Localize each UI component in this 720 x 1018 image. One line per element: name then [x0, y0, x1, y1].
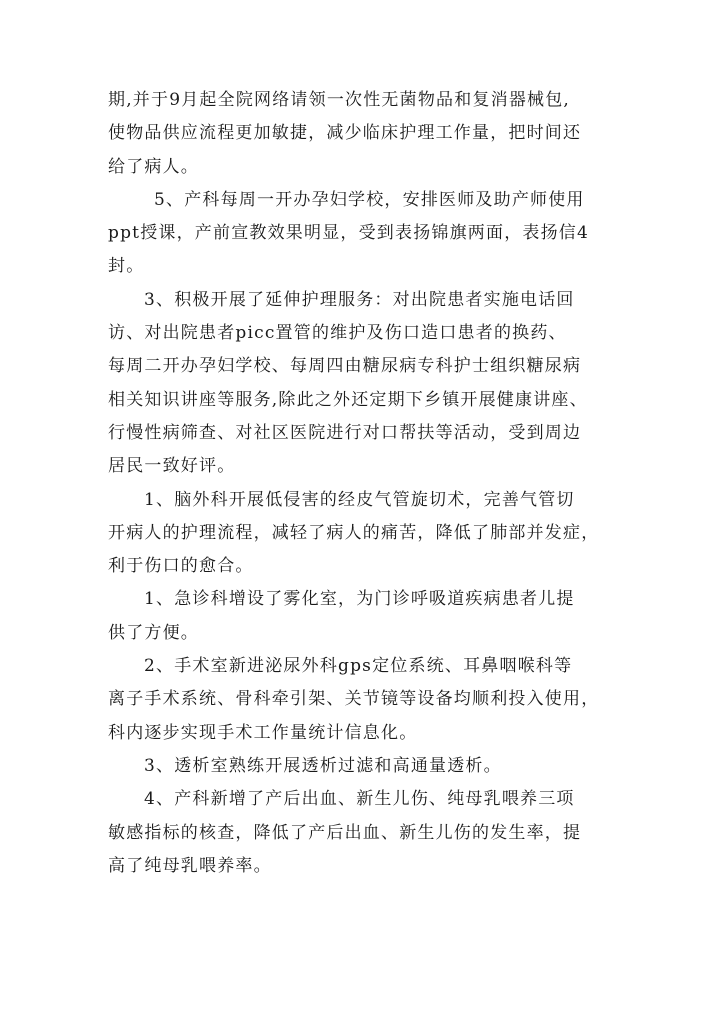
paragraph-obstetrics-indicators	[108, 783, 615, 883]
paragraph-line: ppt授课，产前宣教效果明显，受到表扬锦旗两面，表扬信4	[108, 223, 590, 244]
document-body	[108, 84, 615, 883]
paragraph-line: 相关知识讲座等服务,除此之外还定期下乡镇开展健康讲座、	[108, 389, 588, 410]
paragraph-line: 2、手术室新进泌尿外科gps定位系统、耳鼻咽喉科等	[144, 656, 573, 677]
paragraph-neurosurgery	[108, 484, 615, 584]
paragraph-line: 给了病人。	[108, 156, 199, 177]
paragraph-line: 供了方便。	[108, 622, 199, 643]
paragraph-line: 期,并于9月起全院网络请领一次性无菌物品和复消器械包,	[108, 90, 571, 110]
paragraph-line: 4、产科新增了产后出血、新生儿伤、纯母乳喂养三项	[144, 789, 575, 810]
paragraph-line: 科内逐步实现手术工作量统计信息化。	[108, 722, 418, 743]
paragraph-line: 每周二开办孕妇学校、每周四由糖尿病专科护士组织糖尿病	[108, 356, 582, 377]
paragraph-line: 居民一致好评。	[108, 456, 236, 477]
paragraph-line: 高了纯母乳喂养率。	[108, 855, 272, 876]
paragraph-extended-care	[108, 284, 615, 484]
paragraph-line: 5、产科每周一开办孕妇学校，安排医师及助产师使用	[154, 189, 585, 210]
paragraph-obstetrics-school	[108, 184, 615, 284]
paragraph-line: 利于伤口的愈合。	[108, 556, 254, 577]
paragraph-continuation	[108, 84, 615, 184]
paragraph-line: 封。	[108, 256, 145, 277]
paragraph-line: 1、急诊科增设了雾化室，为门诊呼吸道疾病患者儿提	[144, 589, 575, 610]
paragraph-line: 敏感指标的核查，降低了产后出血、新生儿伤的发生率，提	[108, 822, 582, 843]
paragraph-line: 开病人的护理流程，减轻了病人的痛苦，降低了肺部并发症，	[108, 522, 600, 543]
paragraph-line: 离子手术系统、骨科牵引架、关节镜等设备均顺利投入使用，	[108, 689, 600, 710]
paragraph-operating-room	[108, 650, 615, 750]
paragraph-dialysis	[108, 750, 615, 783]
paragraph-emergency	[108, 583, 615, 650]
paragraph-line: 使物品供应流程更加敏捷，减少临床护理工作量，把时间还	[108, 123, 582, 144]
paragraph-line: 3、透析室熟练开展透析过滤和高通量透析。	[144, 755, 502, 776]
paragraph-line: 3、积极开展了延伸护理服务：对出院患者实施电话回	[144, 289, 575, 310]
paragraph-line: 1、脑外科开展低侵害的经皮气管旋切术，完善气管切	[144, 489, 575, 510]
paragraph-line: 访、对出院患者picc置管的维护及伤口造口患者的换药、	[108, 323, 567, 344]
paragraph-line: 行慢性病筛查、对社区医院进行对口帮扶等活动，受到周边	[108, 422, 582, 443]
